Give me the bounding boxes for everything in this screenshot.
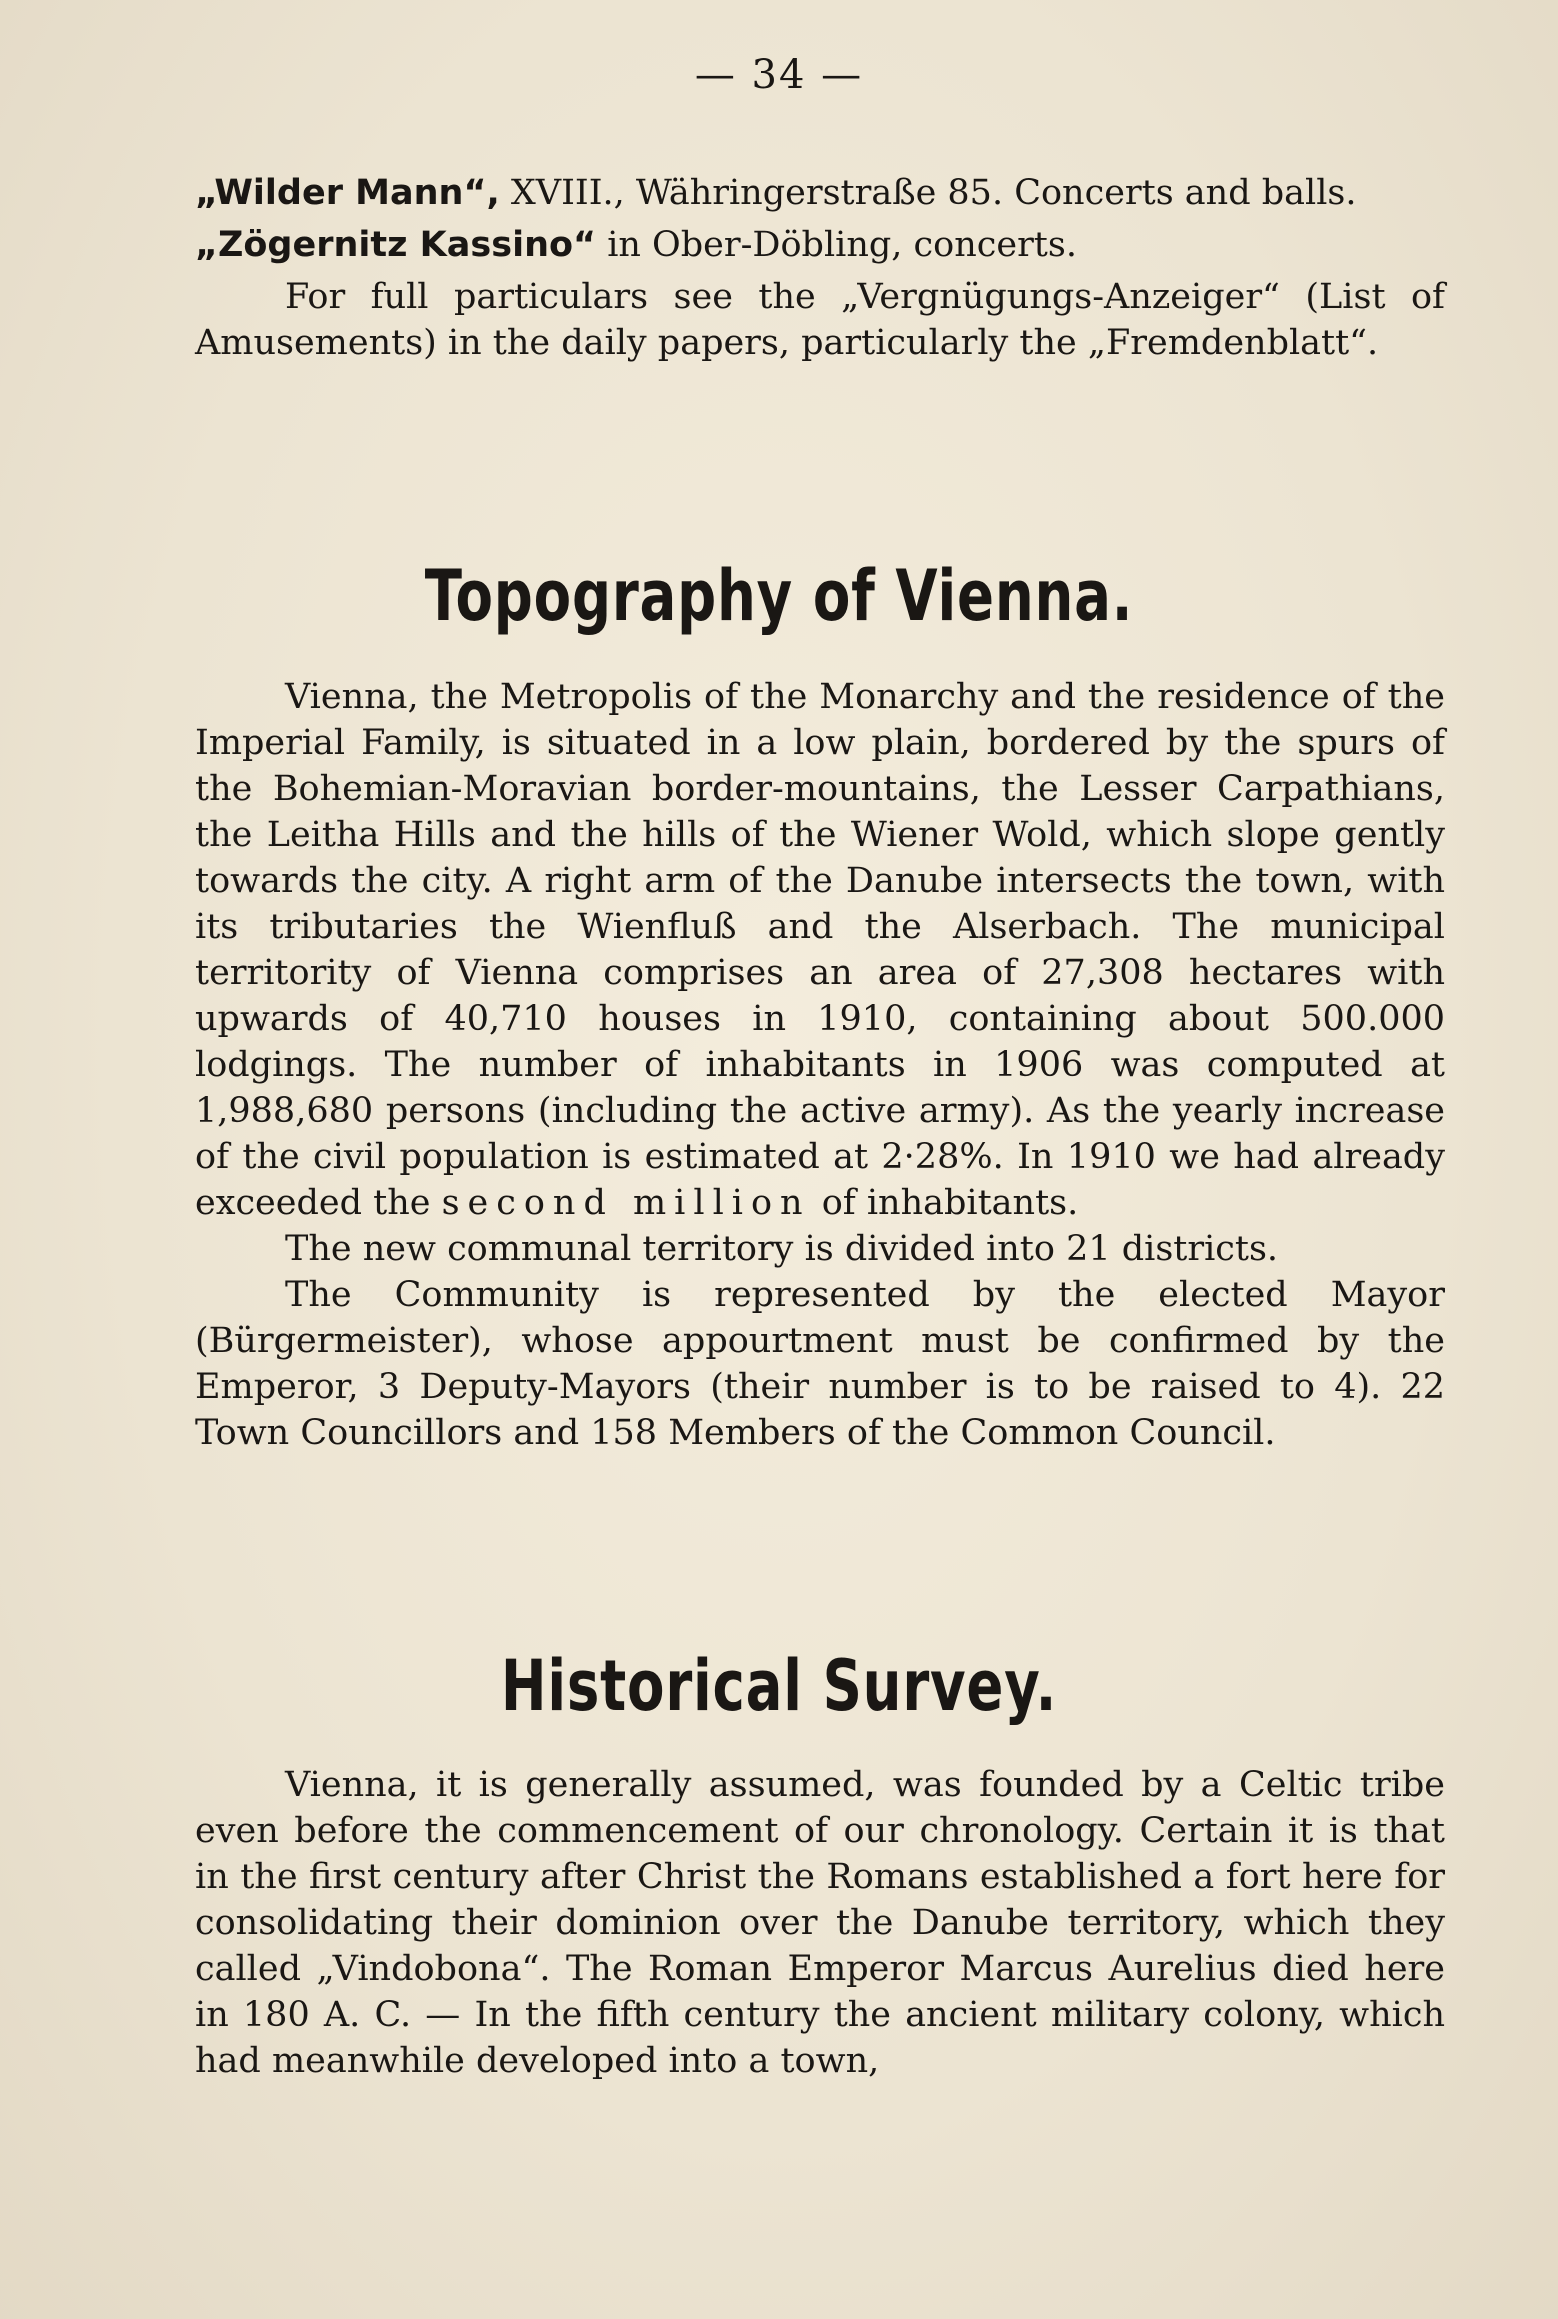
venue-name: „Wilder Mann“, (195, 173, 500, 213)
topography-section (195, 674, 1445, 1456)
paragraph-text: of inhabitants. (810, 1183, 1079, 1223)
topography-paragraph (195, 674, 1445, 1226)
history-heading: Historical Survey. (500, 1645, 1058, 1727)
paragraph-text: Vienna, the Metropolis of the Monarchy and the residence of the Imperial Family, is situated in a low plain, bordered by the spurs of the Bohemian-Moravian border-mountains, the Lesser Carpathians, the Leitha Hills and the hills of the Wiener Wold, which slope gently towards the city. A right arm of the Danube intersects the town, with its tributaries the Wienfluß and the Alserbach. The municipal territority of Vienna comprises an area of 27,308 hectares with upwards of 40,710 houses in 1910, containing about 500.000 lodgings. The number of inhabitants in 1906 was computed at 1,988,680 persons (including the active army). As the yearly increase of the civil population is estimated at 2·28%. In 1910 we had already exceeded the (195, 677, 1445, 1223)
districts-paragraph: The new communal territory is divided into 21 districts. (285, 1229, 1279, 1269)
page-number: — 34 — (694, 52, 864, 98)
community-paragraph: The Community is represented by the elected Mayor (Bürgermeister), whose appourtment must be confirmed by the Emperor, 3 Deputy-Mayors (their number is to be raised to 4). 22 Town Councillors and 158 Members of the Common Council. (195, 1275, 1445, 1453)
history-section (195, 1762, 1445, 2084)
particulars-note: For full particulars see the „Vergnügungs-Anzeiger“ (List of Amusements) in the daily papers, particularly the „Fremdenblatt“. (195, 277, 1445, 363)
emphasized-text: second million (441, 1183, 811, 1223)
venue-wilder-mann (195, 170, 1445, 216)
venue-details: in Ober-Döbling, concerts. (596, 225, 1077, 265)
topography-heading: Topography of Vienna. (424, 555, 1134, 637)
venue-name: „Zögernitz Kassino“ (195, 225, 597, 265)
history-paragraph: Vienna, it is generally assumed, was founded by a Celtic tribe even before the commencement of our chronology. Certain it is that in the first century after Christ the Romans established a fort here for consolidating their dominion over the Danube territory, which they called „Vindobona“. The Roman Emperor Marcus Aurelius died here in 180 A. C. — In the fifth century the ancient military colony, which had meanwhile developed into a town, (195, 1765, 1445, 2081)
venue-zoegernitz (195, 222, 1445, 268)
venue-details: XVIII., Währingerstraße 85. Concerts and balls. (499, 173, 1357, 213)
venues-section (195, 170, 1445, 366)
